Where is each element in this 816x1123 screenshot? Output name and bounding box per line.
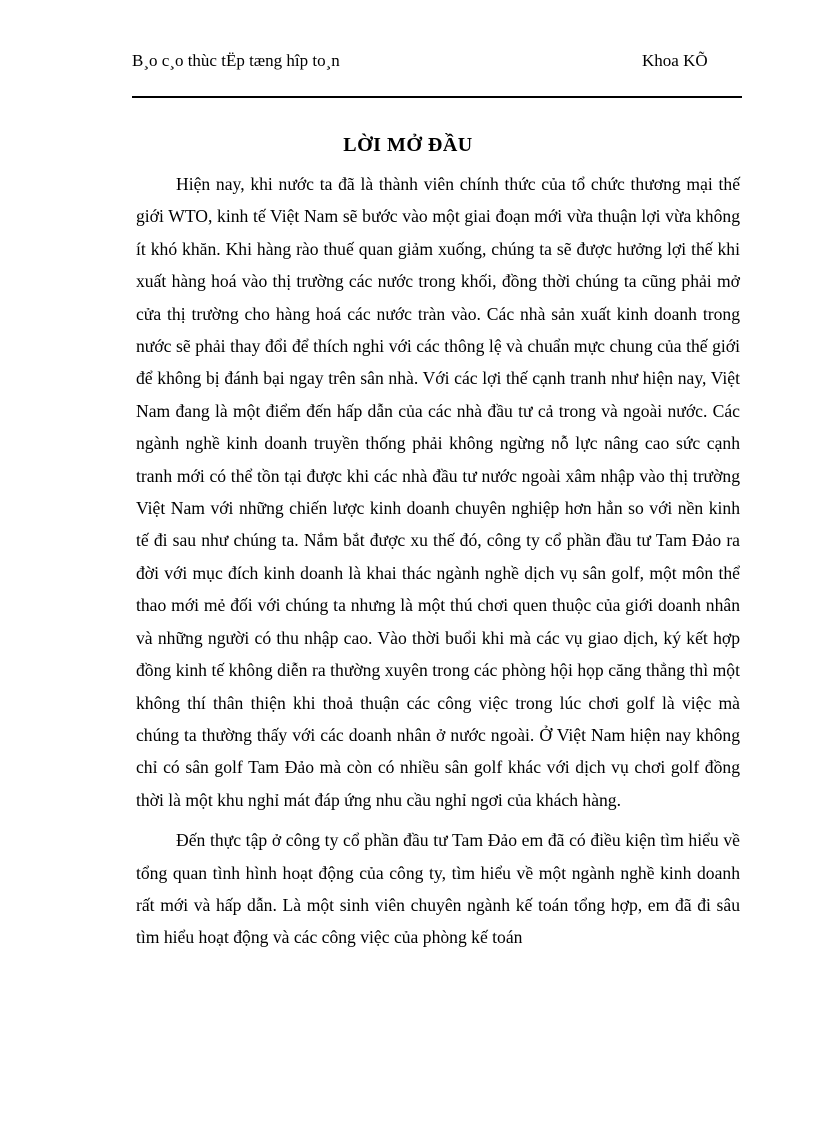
page-title: LỜI MỞ ĐẦU [343,134,473,156]
paragraph-2: Đến thực tập ở công ty cổ phần đầu tư Tam Đảo em đã có điều kiện tìm hiểu về tổng quan tình hình hoạt động của công ty, tìm hiểu về một ngành nghề kinh doanh rất mới và hấp dẫn. Là một sinh viên chuyên ngành kế toán tổng hợp, em đã đi sâu tìm hiểu hoạt động và các công việc của phòng kế toán [136,830,740,948]
header-right-text: Khoa KÕ [642,51,708,70]
header-left-text: B¸o c¸o thùc tËp tæng hîp to¸n [132,51,340,70]
document-body [136,168,740,954]
page-header [132,50,742,98]
paragraph-1: Hiện nay, khi nước ta đã là thành viên chính thức của tổ chức thương mại thế giới WTO, kinh tế Việt Nam sẽ bước vào một giai đoạn mới vừa thuận lợi vừa không ít khó khăn. Khi hàng rào thuế quan giảm xuống, chúng ta sẽ được hưởng lợi thế khi xuất hàng hoá vào thị trường các nước trong khối, đồng thời chúng ta cũng phải mở cửa thị trường cho hàng hoá các nước tràn vào. Các nhà sản xuất kinh doanh trong nước sẽ phải thay đổi để thích nghi với các thông lệ và chuẩn mực chung của thế giới để không bị đánh bại ngay trên sân nhà. Với các lợi thế cạnh tranh như hiện nay, Việt Nam đang là một điểm đến hấp dẫn của các nhà đầu tư cả trong và ngoài nước. Các ngành nghề kinh doanh truyền thống phải không ngừng nỗ lực nâng cao sức cạnh tranh mới có thể tồn tại được khi các nhà đầu tư nước ngoài xâm nhập vào thị trường Việt Nam với những chiến lược kinh doanh chuyên nghiệp hơn hẳn so với nền kinh tế đi sau như chúng ta. Nắm bắt được xu thế đó, công ty cổ phần đầu tư Tam Đảo ra đời với mục đích kinh doanh là khai thác ngành nghề dịch vụ sân golf, một môn thể thao mới mẻ đối với chúng ta nhưng là một thú chơi quen thuộc của giới doanh nhân và những người có thu nhập cao. Vào thời buổi khi mà các vụ giao dịch, ký kết hợp đồng kinh tế không diễn ra thường xuyên trong các phòng hội họp căng thẳng thì một không thí thân thiện khi thoả thuận các công việc trong lúc chơi golf là việc mà chúng ta thường thấy với các doanh nhân ở nước ngoài. Ở Việt Nam hiện nay không chỉ có sân golf Tam Đảo mà còn có nhiều sân golf khác với dịch vụ chơi golf đồng thời là một khu nghỉ mát đáp ứng nhu cầu nghỉ ngơi của khách hàng. [136,174,740,810]
